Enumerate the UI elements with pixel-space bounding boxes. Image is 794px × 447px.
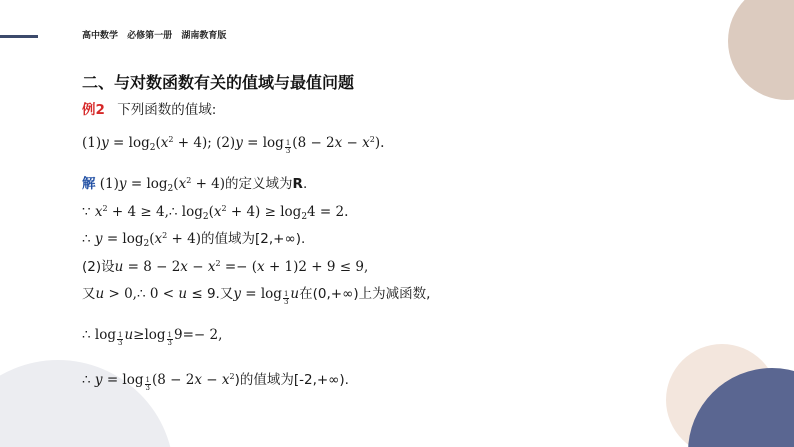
header-book: 必修第一册	[127, 31, 173, 41]
solution-tag: 解	[82, 176, 96, 192]
math-var: x	[160, 135, 169, 151]
math-text: (	[149, 231, 155, 247]
math-var: x	[221, 372, 230, 388]
math-var: y	[233, 286, 241, 302]
math-text: + 4); (2)	[173, 135, 236, 151]
math-fraction	[285, 140, 291, 155]
math-text: −	[342, 135, 363, 151]
math-var: x	[194, 372, 202, 388]
solution-text: 的值域为	[201, 231, 255, 247]
math-superscript: 2	[229, 372, 235, 381]
math-var: x	[257, 259, 265, 275]
example-text: 下列函数的值域:	[117, 102, 217, 118]
math-var: x	[94, 204, 103, 220]
solution-line-3	[82, 227, 305, 253]
math-text: ∴ log	[82, 327, 116, 343]
math-subscript: 2	[149, 143, 156, 153]
solution-text: )的值域为[-2,+∞).	[234, 372, 349, 388]
math-superscript: 2	[186, 176, 192, 185]
math-subscript: 2	[301, 212, 308, 222]
fraction-denominator: 3	[283, 298, 289, 306]
section-title: 二、与对数函数有关的值域与最值问题	[82, 73, 355, 92]
math-var: x	[334, 135, 343, 151]
math-text: + 4)	[191, 176, 226, 192]
math-text: (1)	[95, 176, 119, 192]
math-var: u	[95, 286, 105, 302]
math-text: + 4) ≥ log	[226, 204, 302, 220]
math-var: y	[118, 176, 127, 192]
math-var: u	[114, 259, 124, 275]
math-text: + 4)	[167, 231, 201, 247]
solution-text: 又	[82, 286, 96, 302]
slide-header	[82, 28, 232, 41]
math-var: y	[94, 372, 103, 388]
solution-text: [2,+∞).	[255, 231, 306, 247]
math-fraction	[167, 332, 173, 347]
solution-line-7	[82, 368, 349, 392]
math-text: ∴	[82, 231, 95, 247]
solution-text: ≤ 9.又	[187, 286, 234, 302]
solution-text: 在(0,+∞)上为减函数,	[299, 286, 431, 302]
math-text: = 8 − 2	[123, 259, 181, 275]
math-text: ∵	[82, 204, 95, 220]
header-accent-bar	[0, 35, 38, 38]
math-text: = log	[126, 176, 168, 192]
math-fraction	[283, 291, 289, 306]
math-var: u	[178, 286, 188, 302]
math-text: (	[155, 135, 161, 151]
solution-text: 的定义域为	[225, 176, 293, 192]
solution-line-6	[82, 326, 222, 347]
solution-text: .	[302, 176, 308, 192]
math-text: = log	[240, 286, 282, 302]
math-superscript: 2	[162, 231, 168, 240]
math-superscript: 2	[369, 135, 375, 144]
math-text: ∴	[82, 372, 95, 388]
example-question-line	[82, 131, 384, 157]
math-text: = log	[242, 135, 284, 151]
math-text: 9=− 2,	[174, 327, 223, 343]
math-text: (1)	[82, 135, 102, 151]
math-subscript: 2	[167, 184, 174, 194]
math-superscript: 2	[221, 204, 227, 213]
header-publisher: 湖南教育版	[181, 31, 227, 41]
math-text: 4 = 2.	[307, 204, 349, 220]
math-text: −	[187, 259, 208, 275]
math-superscript: 2	[168, 135, 174, 144]
fraction-denominator: 3	[145, 384, 150, 392]
math-var: x	[207, 259, 216, 275]
example-prompt	[82, 101, 216, 119]
math-text: = log	[108, 135, 150, 151]
math-var: x	[180, 259, 188, 275]
math-text: + 4 ≥ 4,∴ log	[107, 204, 203, 220]
decorative-circle-tan	[728, 0, 794, 100]
math-text: = log	[102, 231, 144, 247]
fraction-numerator: 1	[117, 331, 123, 339]
fraction-numerator: 1	[167, 331, 173, 339]
example-tag: 例2	[82, 102, 105, 118]
set-symbol-r: R	[292, 176, 303, 192]
math-fraction	[117, 332, 123, 347]
math-text: ).	[374, 135, 385, 151]
math-text: (8 − 2	[292, 135, 335, 151]
math-subscript: 2	[143, 239, 150, 249]
math-var: x	[178, 176, 187, 192]
solution-line-5	[82, 285, 430, 306]
math-superscript: 2	[215, 259, 221, 268]
math-subscript: 2	[202, 212, 209, 222]
fraction-denominator: 3	[117, 339, 123, 347]
math-text: (	[208, 204, 214, 220]
math-var: u	[124, 327, 134, 343]
math-text: ≥log	[133, 327, 166, 343]
math-text: (8 − 2	[151, 372, 195, 388]
fraction-numerator: 1	[283, 290, 289, 298]
math-var: y	[94, 231, 103, 247]
solution-line-1	[82, 172, 307, 198]
math-var: y	[235, 135, 243, 151]
fraction-denominator: 3	[167, 339, 173, 347]
math-text: > 0,∴ 0 <	[104, 286, 179, 302]
math-text: = log	[102, 372, 144, 388]
solution-line-2	[82, 200, 348, 226]
math-text: =− (	[220, 259, 258, 275]
math-superscript: 2	[102, 204, 108, 213]
fraction-denominator: 3	[285, 147, 291, 155]
math-var: x	[362, 135, 370, 151]
math-var: y	[101, 135, 109, 151]
math-var: x	[213, 204, 222, 220]
math-text: + 1)2 + 9 ≤ 9,	[264, 259, 369, 275]
header-subject: 高中数学	[82, 31, 119, 41]
math-text: (	[173, 176, 179, 192]
solution-line-4	[82, 255, 368, 276]
fraction-numerator: 1	[145, 376, 150, 384]
math-fraction	[145, 377, 151, 392]
math-text: −	[201, 372, 222, 388]
fraction-numerator: 1	[285, 139, 291, 147]
math-var: x	[154, 231, 163, 247]
math-var: u	[290, 286, 300, 302]
solution-text: (2)设	[82, 259, 115, 275]
